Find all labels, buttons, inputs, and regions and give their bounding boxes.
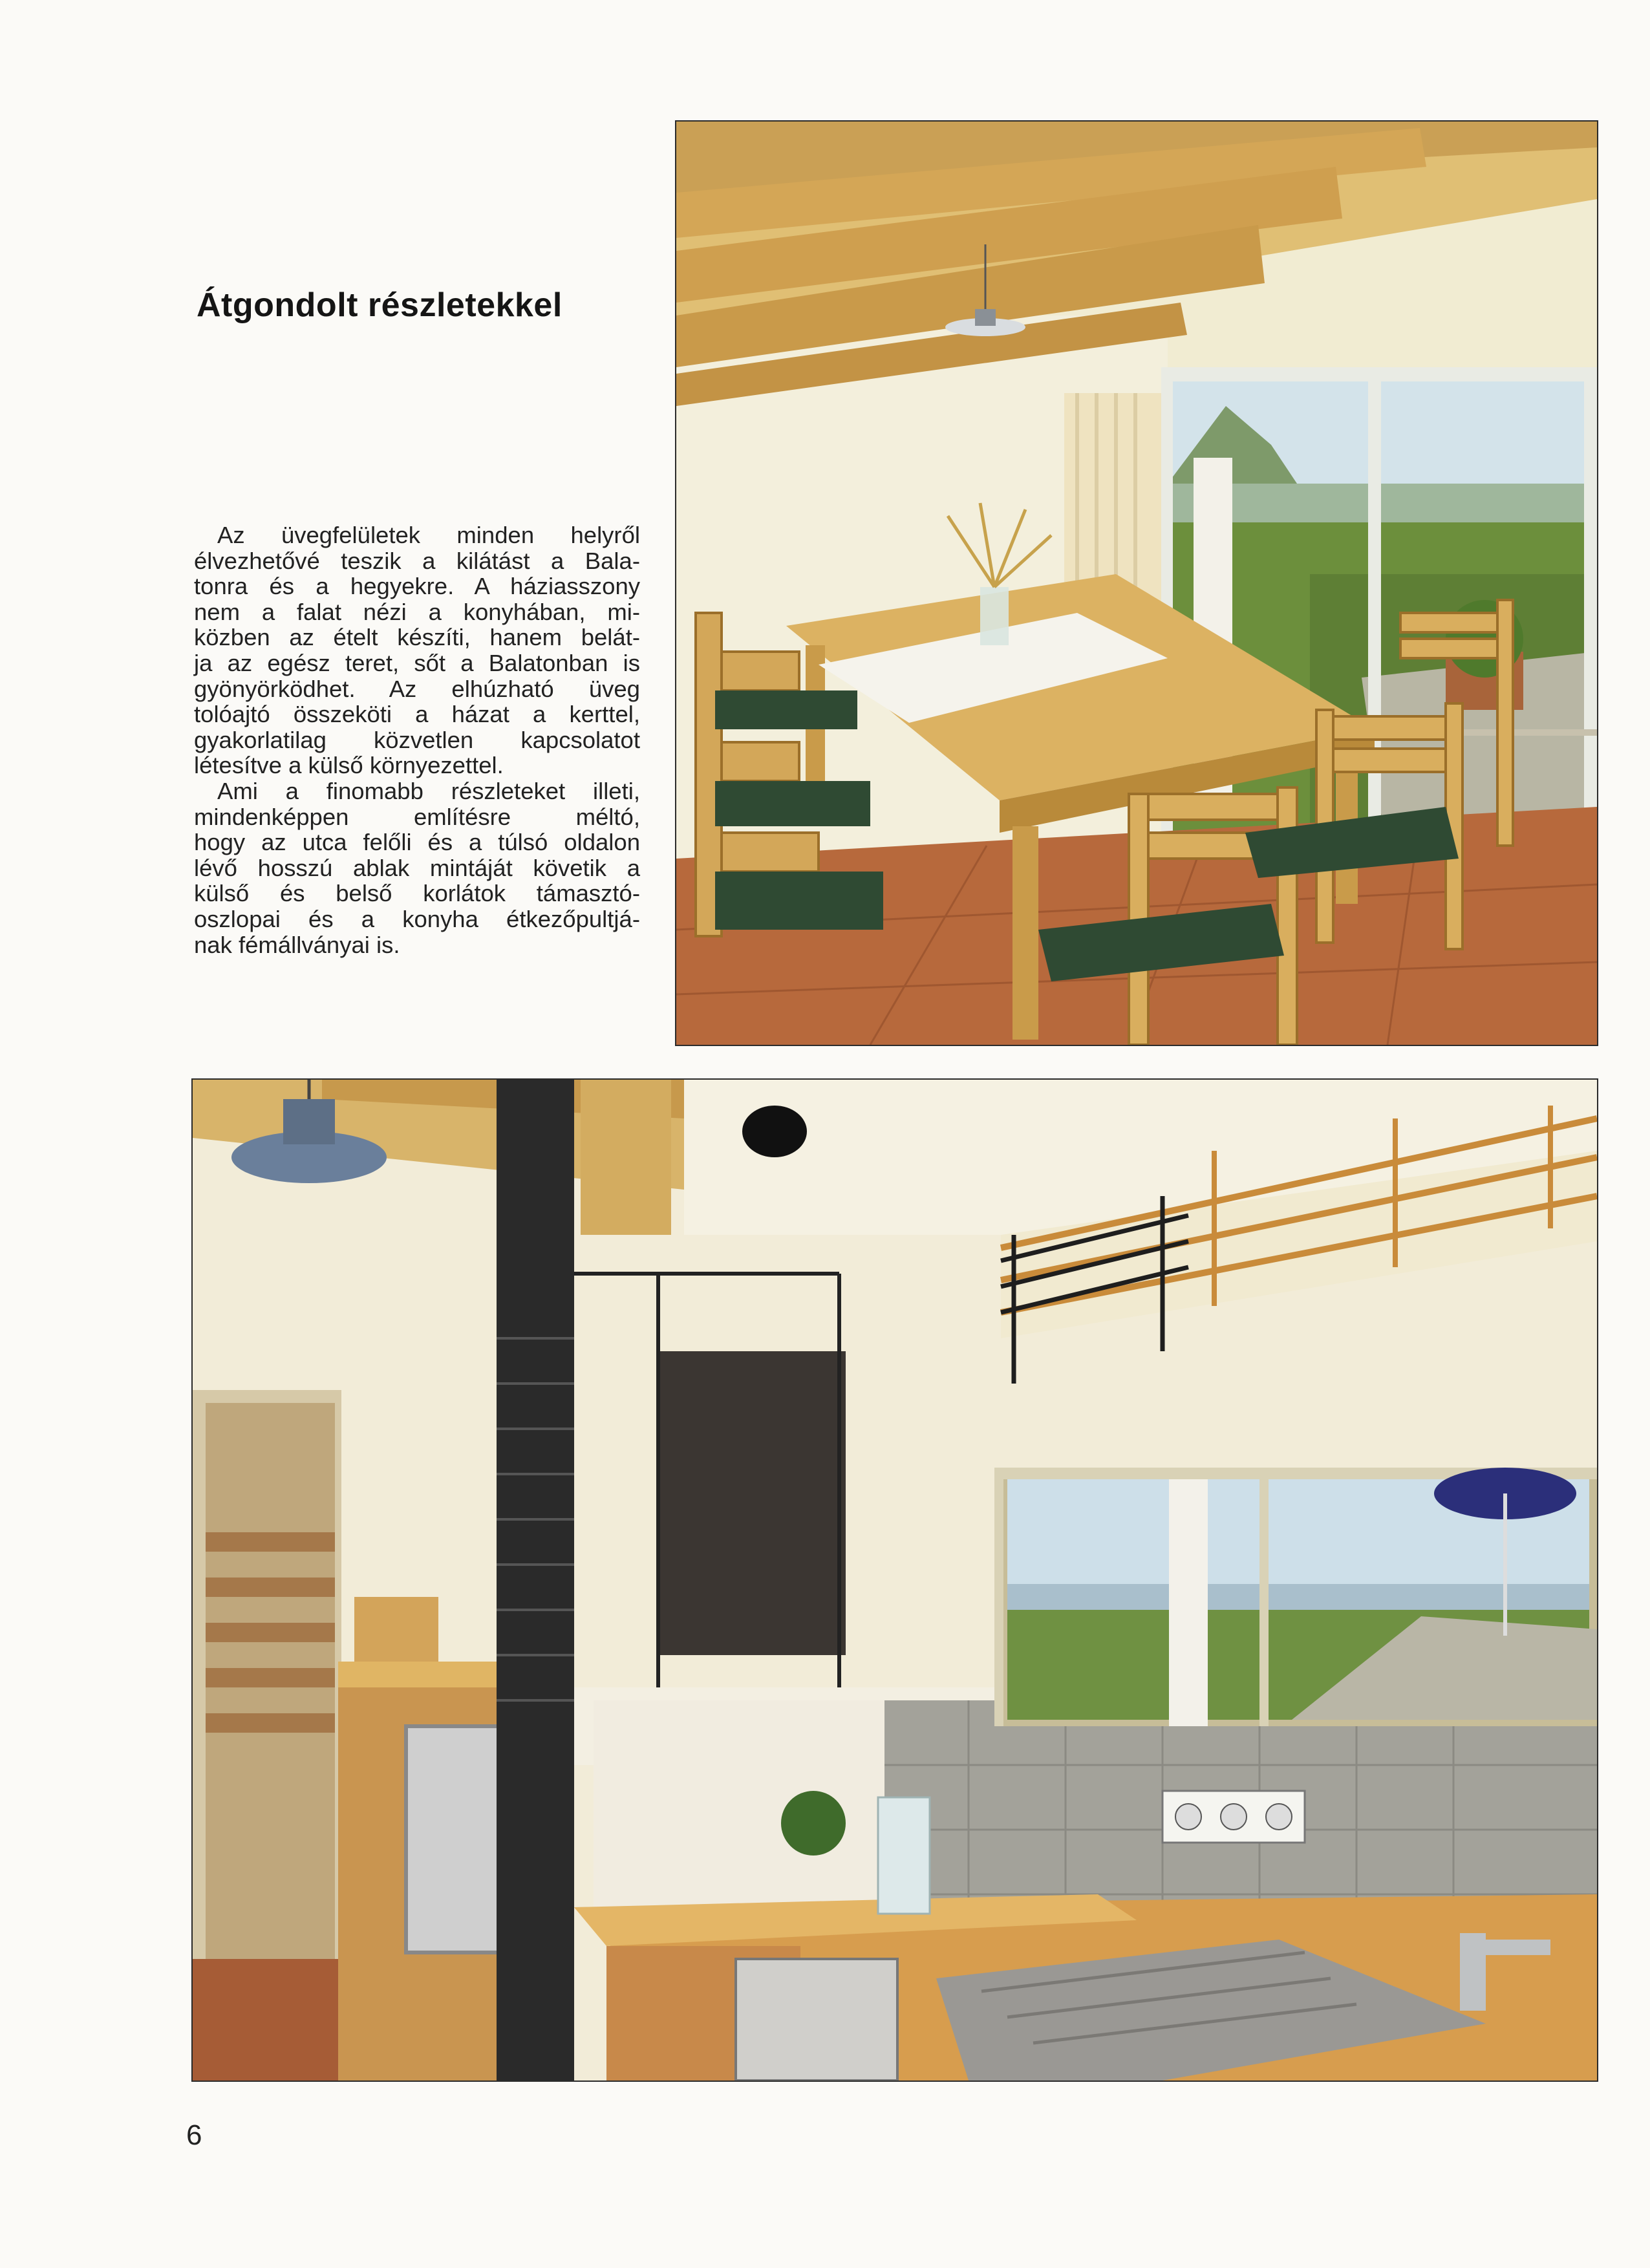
kitchen-illustration <box>193 1080 1597 2081</box>
dining-room-photo <box>675 120 1598 1046</box>
text-line: gyakorlatilag közvetlen kapcsolatot <box>194 726 640 753</box>
dining-room-illustration <box>676 122 1597 1045</box>
text-line: mindenképpen említésre méltó, <box>194 803 640 830</box>
text-line: lévő hosszú ablak mintáját követik a <box>194 854 640 881</box>
text-line: létesítve a külső környezettel. <box>194 752 504 779</box>
text-line: Az üvegfelületek minden helyről <box>217 522 640 548</box>
text-line: élvezhetővé teszik a kilátást a Bala- <box>194 547 640 574</box>
text-line: nem a falat nézi a konyhában, mi- <box>194 598 640 625</box>
text-line: külső és belső korlátok támasztó- <box>194 880 640 907</box>
text-line: Ami a finomabb részleteket illeti, <box>217 777 640 804</box>
text-line: ja az egész teret, sőt a Balatonban is <box>194 649 640 676</box>
page-number: 6 <box>186 2119 202 2151</box>
article-heading: Átgondolt részletekkel <box>197 286 562 324</box>
paragraph-1 <box>194 522 640 778</box>
text-line: nak fémállványai is. <box>194 931 400 958</box>
text-line: tolóajtó összeköti a házat a kerttel, <box>194 701 640 728</box>
text-line: oszlopai és a konyha étkezőpultjá- <box>194 905 640 932</box>
text-line: hogy az utca felőli és a túlsó oldalon <box>194 829 640 856</box>
paragraph-2 <box>194 778 640 957</box>
text-line: tonra és a hegyekre. A háziasszony <box>194 573 640 600</box>
kitchen-photo <box>191 1078 1598 2082</box>
article-body <box>194 522 640 957</box>
text-line: gyönyörködhet. Az elhúzható üveg <box>194 675 640 702</box>
text-line: közben az ételt készíti, hanem belát- <box>194 624 640 651</box>
